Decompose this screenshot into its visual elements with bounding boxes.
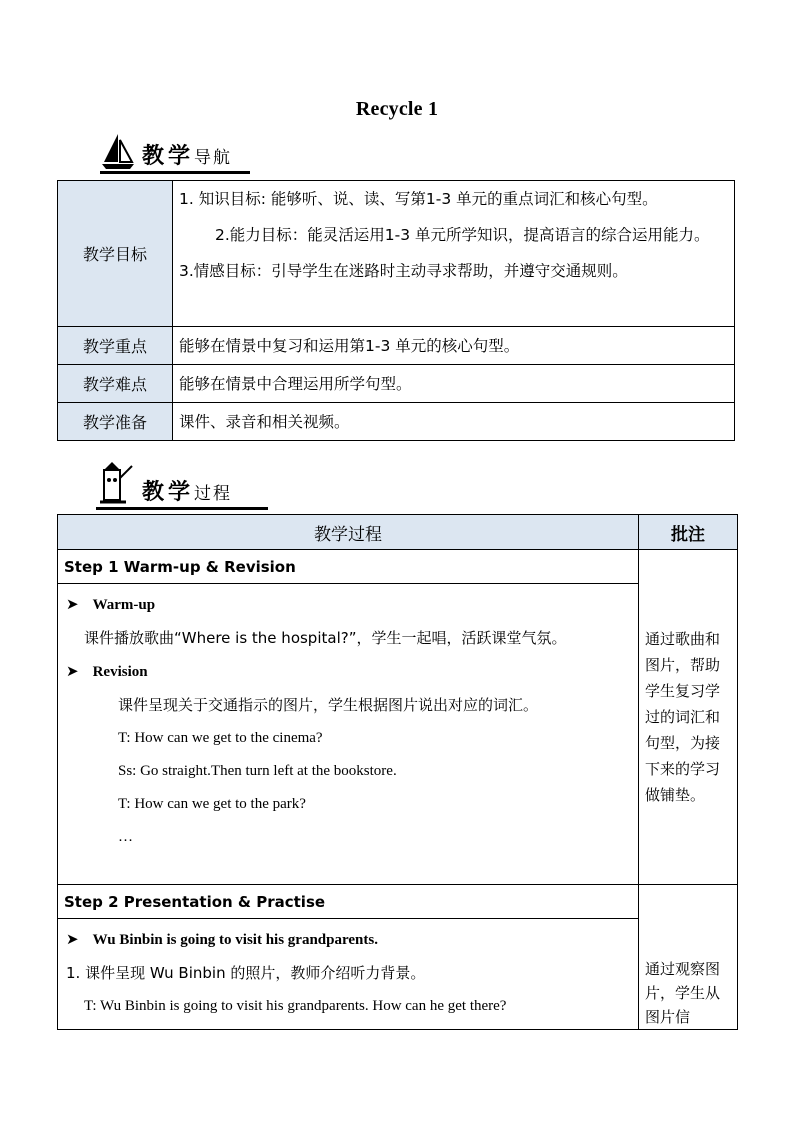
document-title: Recycle 1 bbox=[355, 98, 439, 120]
column-header-notes: 批注 bbox=[639, 515, 738, 550]
arrow-bullet-icon: ➤ bbox=[66, 662, 79, 680]
step2-note: 通过观察图片，学生从图片信 bbox=[639, 885, 738, 1030]
goals-label: 教学目标 bbox=[58, 181, 173, 327]
step1-content bbox=[58, 584, 639, 885]
revision-heading: ➤ Revision bbox=[66, 662, 148, 680]
difficult-points-content bbox=[173, 365, 735, 403]
section-banner-navigation bbox=[100, 132, 250, 170]
goals-content bbox=[173, 181, 735, 327]
section-banner-process bbox=[96, 460, 268, 506]
key-points-text: 能够在情景中复习和运用第1-3 单元的核心句型。 bbox=[179, 336, 520, 355]
column-header-process: 教学过程 bbox=[58, 515, 639, 550]
dialog-line: T: How can we get to the cinema? bbox=[118, 730, 323, 746]
step1-note: 通过歌曲和图片，帮助学生复习学过的词汇和句型，为接下来的学习做铺垫。 bbox=[639, 550, 738, 885]
preparation-label: 教学准备 bbox=[58, 403, 173, 441]
revision-text: 课件呈现关于交通指示的图片，学生根据图片说出对应的词汇。 bbox=[118, 696, 539, 714]
preparation-text: 课件、录音和相关视频。 bbox=[179, 412, 350, 431]
key-points-content bbox=[173, 327, 735, 365]
step2-title: Step 2 Presentation & Practise bbox=[58, 885, 639, 919]
step2-item1: 1. 课件呈现 Wu Binbin 的照片，教师介绍听力背景。 bbox=[66, 964, 426, 982]
step2-dialog: T: Wu Binbin is going to visit his grandparents. How can he get there? bbox=[84, 998, 507, 1014]
arrow-bullet-icon: ➤ bbox=[66, 595, 79, 613]
pencil-figure-icon bbox=[96, 460, 136, 506]
difficult-points-label: 教学难点 bbox=[58, 365, 173, 403]
preparation-content bbox=[173, 403, 735, 441]
key-points-label: 教学重点 bbox=[58, 327, 173, 365]
step2-content bbox=[58, 919, 639, 1030]
arrow-bullet-icon: ➤ bbox=[66, 930, 79, 948]
warmup-heading: ➤ Warm-up bbox=[66, 595, 156, 613]
goal-ability: 2.能力目标：能灵活运用1-3 单元所学知识，提高语言的综合运用能力。 bbox=[215, 226, 710, 244]
warmup-text: 课件播放歌曲“Where is the hospital?”，学生一起唱，活跃课堂气氛。 bbox=[84, 629, 567, 647]
banner-label: 教学导航 bbox=[142, 144, 233, 169]
dialog-line: … bbox=[118, 829, 133, 845]
difficult-points-text: 能够在情景中合理运用所学句型。 bbox=[179, 374, 412, 393]
teaching-process-table bbox=[57, 514, 738, 1030]
step2-heading: ➤ Wu Binbin is going to visit his grandparents. bbox=[66, 930, 378, 948]
dialog-line: T: How can we get to the park? bbox=[118, 796, 306, 812]
dialog-line: Ss: Go straight.Then turn left at the bookstore. bbox=[118, 763, 397, 779]
banner-label: 教学过程 bbox=[142, 480, 233, 505]
goal-emotion: 3.情感目标：引导学生在迷路时主动寻求帮助，并遵守交通规则。 bbox=[179, 262, 628, 280]
step1-title: Step 1 Warm-up & Revision bbox=[58, 550, 639, 584]
goal-knowledge: 1. 知识目标: 能够听、说、读、写第1-3 单元的重点词汇和核心句型。 bbox=[179, 190, 658, 208]
sailboat-icon bbox=[100, 132, 136, 170]
teaching-navigation-table bbox=[57, 180, 735, 441]
